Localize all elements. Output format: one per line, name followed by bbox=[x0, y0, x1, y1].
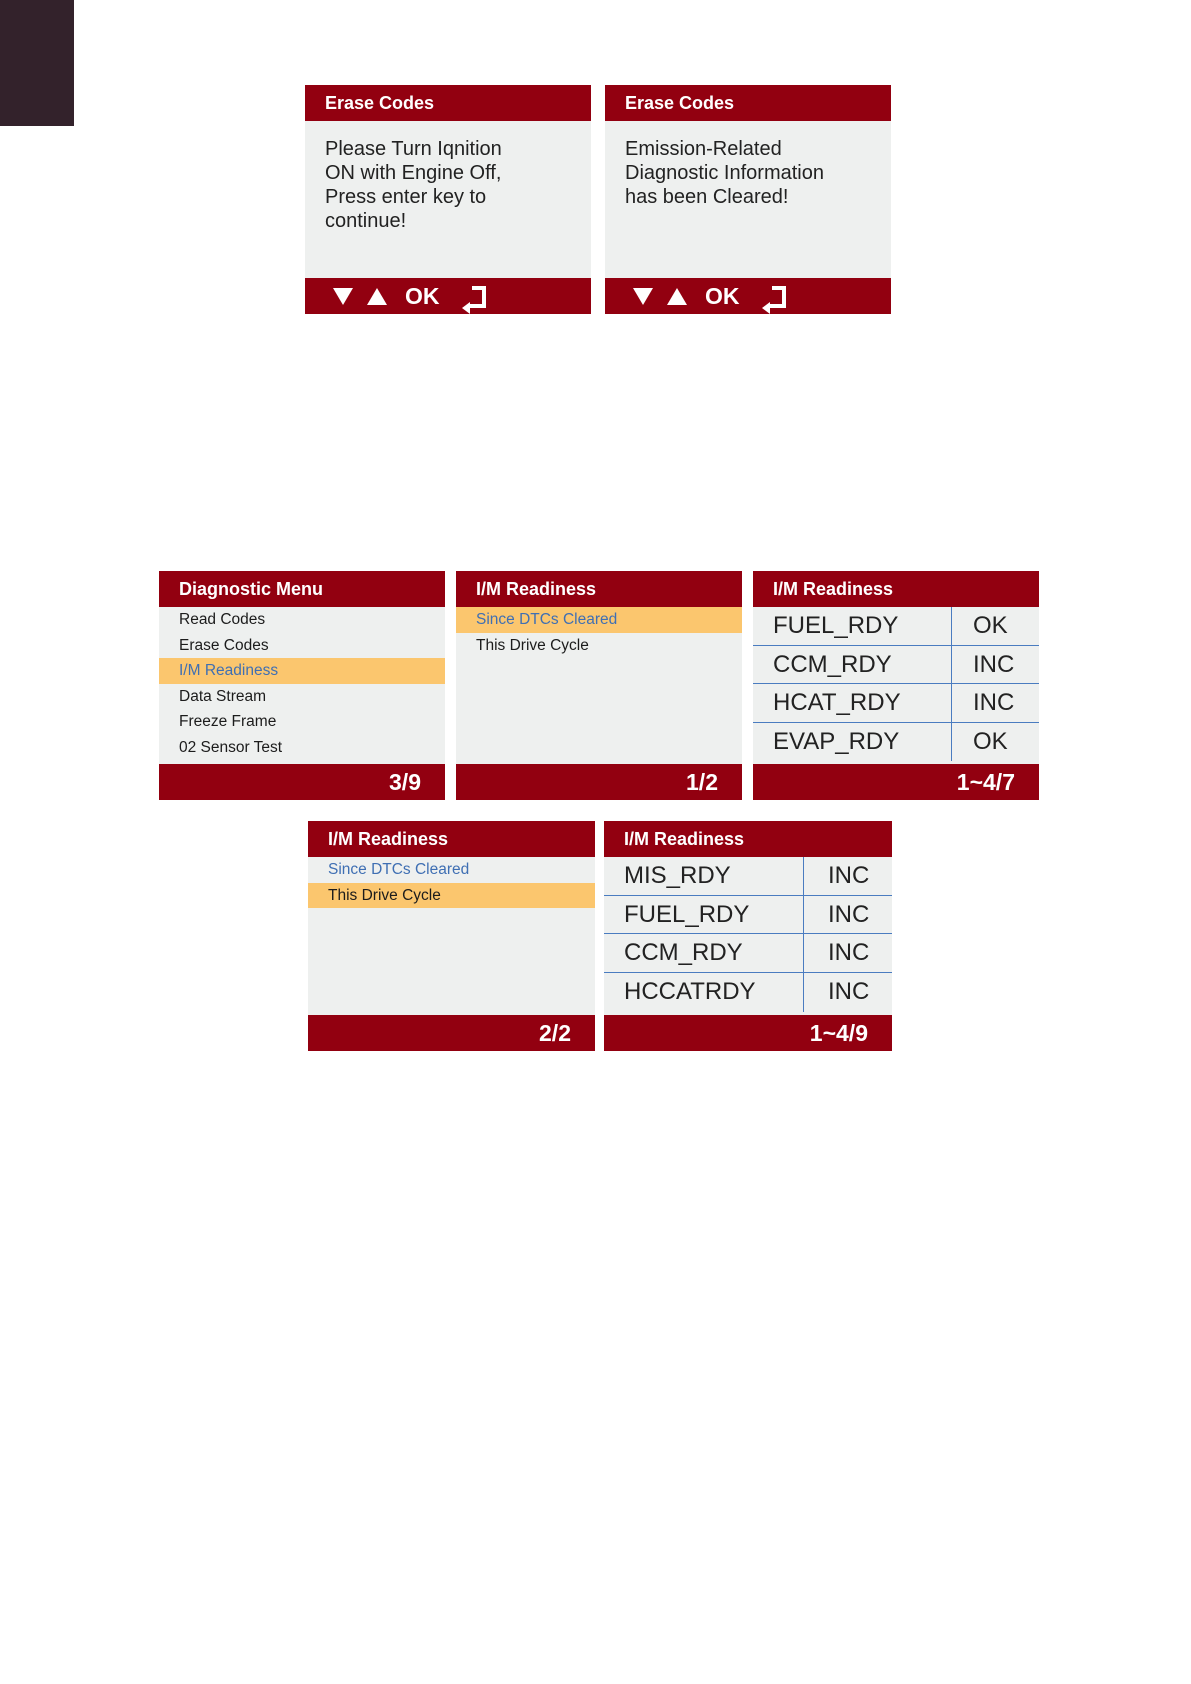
corner-tab bbox=[0, 0, 74, 126]
monitor-status: INC bbox=[828, 939, 870, 966]
back-icon[interactable] bbox=[468, 286, 486, 306]
menu-item-im-readiness[interactable]: I/M Readiness bbox=[159, 658, 445, 684]
diagnostic-menu-screen bbox=[159, 571, 445, 800]
erase-codes-screen-cleared bbox=[605, 85, 891, 314]
monitor-name: FUEL_RDY bbox=[773, 612, 899, 639]
page-bar bbox=[308, 1015, 595, 1051]
monitor-status: INC bbox=[828, 977, 870, 1005]
menu-list bbox=[308, 857, 595, 908]
page-bar bbox=[753, 764, 1039, 800]
screen-title: I/M Readiness bbox=[456, 571, 742, 607]
readiness-table bbox=[753, 607, 1039, 761]
menu-item-since-dtcs-cleared[interactable]: Since DTCs Cleared bbox=[328, 861, 470, 878]
menu-item-erase-codes[interactable]: Erase Codes bbox=[179, 636, 269, 654]
table-row[interactable] bbox=[604, 896, 892, 935]
readiness-table bbox=[604, 857, 892, 1011]
page-indicator: 1~4/9 bbox=[809, 1020, 868, 1046]
im-readiness-menu-screen-2 bbox=[308, 821, 595, 1051]
table-row[interactable] bbox=[753, 684, 1039, 723]
table-row[interactable] bbox=[753, 646, 1039, 685]
menu-item-read-codes[interactable]: Read Codes bbox=[179, 611, 266, 628]
monitor-name: HCCATRDY bbox=[624, 977, 756, 1005]
page-indicator: 1~4/7 bbox=[956, 769, 1015, 795]
monitor-status: OK bbox=[973, 612, 1008, 639]
erase-codes-screen-prompt bbox=[305, 85, 591, 314]
screen-title: Diagnostic Menu bbox=[159, 571, 445, 607]
screen-title: I/M Readiness bbox=[308, 821, 595, 857]
monitor-status: INC bbox=[828, 862, 870, 889]
page-indicator: 3/9 bbox=[389, 769, 421, 795]
menu-list bbox=[159, 607, 445, 760]
monitor-status: INC bbox=[973, 650, 1015, 678]
monitor-name: HCAT_RDY bbox=[773, 689, 901, 716]
im-readiness-table-screen-1 bbox=[753, 571, 1039, 800]
ok-button[interactable]: OK bbox=[705, 283, 740, 309]
menu-item-this-drive-cycle[interactable]: This Drive Cycle bbox=[476, 636, 589, 654]
table-row[interactable] bbox=[753, 607, 1039, 646]
table-row[interactable] bbox=[604, 934, 892, 973]
table-row[interactable] bbox=[604, 857, 892, 896]
button-bar bbox=[305, 278, 591, 314]
ok-button[interactable]: OK bbox=[405, 283, 440, 309]
screen-title: Erase Codes bbox=[605, 85, 891, 121]
im-readiness-menu-screen-1 bbox=[456, 571, 742, 800]
screen-message: Emission-Related Diagnostic Information has been Cleared! bbox=[625, 138, 824, 208]
table-row[interactable] bbox=[604, 973, 892, 1012]
im-readiness-table-screen-2 bbox=[604, 821, 892, 1051]
menu-item-o2-sensor-test[interactable]: 02 Sensor Test bbox=[179, 738, 283, 756]
menu-list bbox=[456, 607, 742, 658]
screen-message: Please Turn Iqnition ON with Engine Off, Press enter key to continue! bbox=[325, 138, 502, 232]
table-row[interactable] bbox=[753, 723, 1039, 762]
page-bar bbox=[604, 1015, 892, 1051]
arrow-down-icon[interactable] bbox=[633, 288, 653, 305]
monitor-status: INC bbox=[828, 900, 870, 928]
page-indicator: 1/2 bbox=[686, 769, 718, 795]
menu-item-data-stream[interactable]: Data Stream bbox=[179, 687, 267, 705]
button-bar bbox=[605, 278, 891, 314]
menu-item-this-drive-cycle[interactable]: This Drive Cycle bbox=[308, 883, 595, 909]
monitor-status: INC bbox=[973, 689, 1015, 716]
arrow-up-icon[interactable] bbox=[367, 288, 387, 305]
screen-title: I/M Readiness bbox=[604, 821, 892, 857]
monitor-name: FUEL_RDY bbox=[624, 900, 750, 928]
arrow-down-icon[interactable] bbox=[333, 288, 353, 305]
back-icon[interactable] bbox=[768, 286, 786, 306]
menu-item-since-dtcs-cleared[interactable]: Since DTCs Cleared bbox=[456, 607, 742, 633]
menu-item-freeze-frame[interactable]: Freeze Frame bbox=[179, 713, 277, 730]
monitor-name: CCM_RDY bbox=[773, 650, 892, 678]
monitor-name: MIS_RDY bbox=[624, 862, 731, 889]
arrow-up-icon[interactable] bbox=[667, 288, 687, 305]
screen-title: Erase Codes bbox=[305, 85, 591, 121]
monitor-name: CCM_RDY bbox=[624, 939, 743, 966]
page-bar bbox=[159, 764, 445, 800]
monitor-name: EVAP_RDY bbox=[773, 727, 900, 755]
screen-title: I/M Readiness bbox=[753, 571, 1039, 607]
page-bar bbox=[456, 764, 742, 800]
monitor-status: OK bbox=[973, 727, 1008, 755]
page-indicator: 2/2 bbox=[539, 1020, 571, 1046]
